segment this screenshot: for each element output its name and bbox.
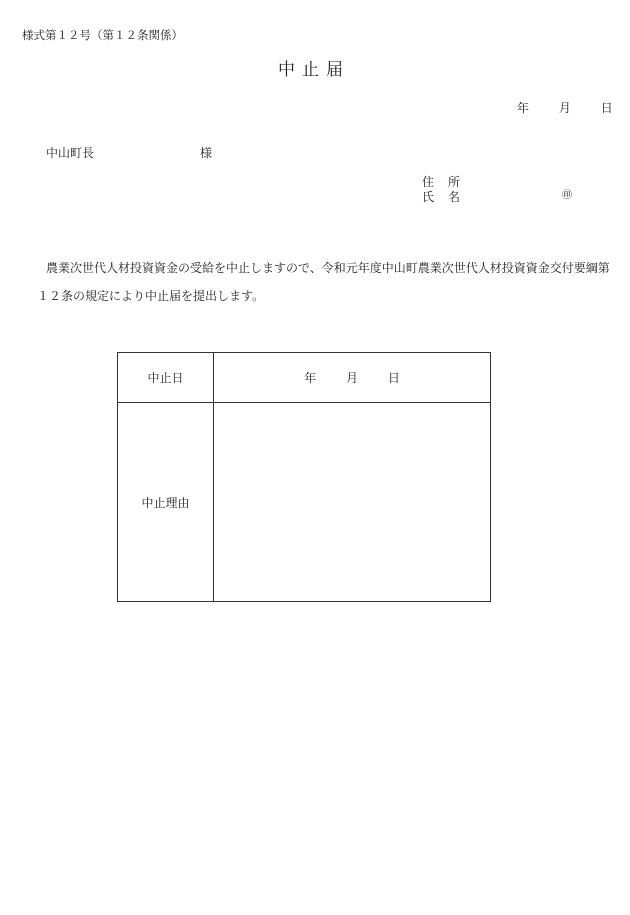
addressee-name: 中山町長 bbox=[46, 146, 95, 160]
suspension-reason-label: 中止理由 bbox=[118, 403, 214, 602]
form-number: 様式第１２号（第１２条関係） bbox=[22, 28, 183, 42]
suspension-date-label: 中止日 bbox=[118, 353, 214, 403]
suspension-detail-table bbox=[117, 352, 491, 602]
date-month-label: 月 bbox=[558, 101, 571, 115]
document-title: 中止届 bbox=[278, 60, 350, 80]
body-text-line-1: 農業次世代人材投資資金の受給を中止しますので、令和元年度中山町農業次世代人材投資資金交付要綱第 bbox=[46, 261, 610, 275]
suspension-date-year: 年 bbox=[304, 371, 317, 385]
suspension-date-day: 日 bbox=[387, 371, 400, 385]
suspension-date-field[interactable] bbox=[214, 353, 491, 403]
name-label: 氏 名 bbox=[422, 190, 462, 204]
table-row-suspension-date bbox=[118, 353, 491, 403]
addressee-honorific: 様 bbox=[200, 146, 213, 160]
date-year-label: 年 bbox=[517, 101, 530, 115]
body-text-line-2: １２条の規定により中止届を提出します。 bbox=[37, 289, 265, 303]
date-day-label: 日 bbox=[600, 101, 613, 115]
address-label: 住 所 bbox=[422, 175, 462, 189]
table-row-suspension-reason bbox=[118, 403, 491, 602]
suspension-reason-field[interactable] bbox=[214, 403, 491, 602]
seal-icon: ㊞ bbox=[562, 190, 572, 201]
submission-date bbox=[517, 102, 613, 114]
suspension-date-month: 月 bbox=[345, 371, 358, 385]
